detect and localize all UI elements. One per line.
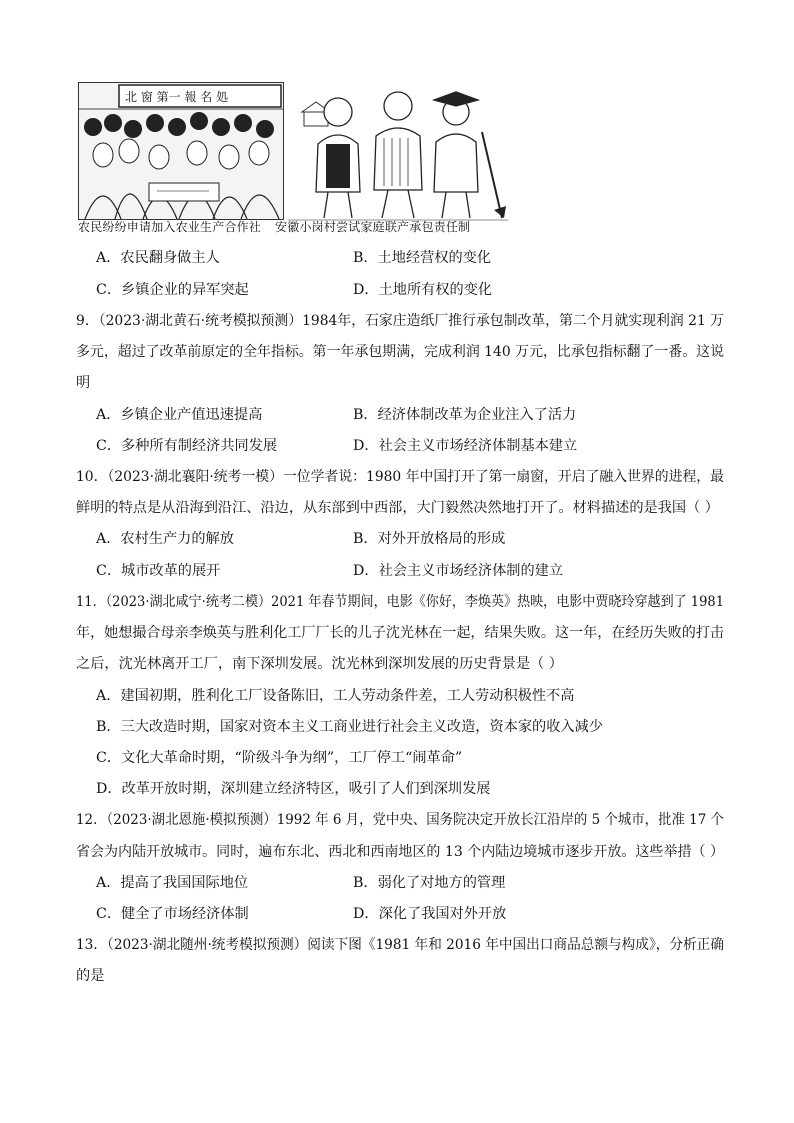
- q11-stem-line: 11．（2023·湖北咸宁·统考二模）2021 年春节期间，电影《你好，李焕英》热映，电影中贾晓玲穿越到了 1981: [76, 594, 725, 610]
- q12-option-c: C．健全了市场经济体制: [96, 906, 249, 922]
- cooperative-registration-illustration: [78, 82, 284, 220]
- banner-text: 北 窗 第一 報 名 処: [125, 90, 229, 104]
- caption-right: 安徽小岗村尝试家庭联产承包责任制: [275, 220, 471, 234]
- q9-option-a: A．乡镇企业产值迅速提高: [96, 407, 263, 423]
- q11-option-c: C．文化大革命时期，“阶级斗争为纲”，工厂停工“闹革命”: [96, 750, 463, 766]
- q10-option-c: C．城市改革的展开: [96, 563, 221, 579]
- caption-left: 农民纷纷申请加入农业生产合作社: [78, 220, 262, 234]
- q8-option-a: A．农民翻身做主人: [96, 250, 220, 266]
- q13-stem-line: 的是: [76, 968, 105, 984]
- q10-stem-line: 10．（2023·湖北襄阳·统考一模）一位学者说：1980 年中国打开了第一扇窗，开启了融入世界的进程，最: [76, 469, 724, 485]
- q11-stem-line: 年，她想撮合母亲李焕英与胜利化工厂厂长的儿子沈光林在一起，结果失败。这一年，在经历失败的打击: [76, 625, 725, 641]
- q12-option-d: D．深化了我国对外开放: [353, 906, 507, 922]
- figure-captions: [78, 218, 508, 235]
- q12-stem-line: 省会为内陆开放城市。同时，遍布东北、西北和西南地区的 13 个内陆边境城市逐步开放。这些举措（ ）: [76, 844, 724, 860]
- q9-stem-line: 多元，超过了改革前原定的全年指标。第一年承包期满，完成利润 140 万元，比承包指标翻了一番。这说: [76, 344, 725, 360]
- xiaogang-village-illustration: [288, 82, 508, 222]
- q12-option-b: B．弱化了对地方的管理: [353, 875, 506, 891]
- q9-stem-line: 9．（2023·湖北黄石·统考模拟预测）1984年，石家庄造纸厂推行承包制改革，第二个月就实现利润 21 万: [76, 313, 725, 329]
- q11-stem-line: 之后，沈光林离开工厂，南下深圳发展。沈光林到深圳发展的历史背景是（ ）: [76, 656, 563, 672]
- q9-option-c: C．多种所有制经济共同发展: [96, 438, 278, 454]
- q8-option-b: B．土地经营权的变化: [353, 250, 492, 266]
- q10-option-b: B．对外开放格局的形成: [353, 531, 506, 547]
- q10-stem-line: 鲜明的特点是从沿海到沿江、沿边，从东部到中西部，大门毅然决然地打开了。材料描述的是我国（ ）: [76, 500, 719, 516]
- q12-stem-line: 12．（2023·湖北恩施·模拟预测）1992 年 6 月，党中央、国务院决定开放长江沿岸的 5 个城市，批准 17 个: [76, 812, 724, 828]
- q11-option-b: B．三大改造时期，国家对资本主义工商业进行社会主义改造，资本家的收入减少: [96, 719, 603, 735]
- q9-option-d: D．社会主义市场经济体制基本建立: [353, 438, 578, 454]
- q13-stem-line: 13．（2023·湖北随州·统考模拟预测）阅读下图《1981 年和 2016 年中国出口商品总额与构成》，分析正确: [76, 937, 724, 953]
- q11-option-d: D．改革开放时期，深圳建立经济特区，吸引了人们到深圳发展: [96, 781, 491, 797]
- q9-option-b: B．经济体制改革为企业注入了活力: [353, 407, 577, 423]
- q12-option-a: A．提高了我国国际地位: [96, 875, 249, 891]
- q8-option-d: D．土地所有权的变化: [353, 282, 493, 298]
- q8-option-c: C．乡镇企业的异军突起: [96, 282, 249, 298]
- q9-stem-line: 明: [76, 375, 91, 391]
- q10-option-a: A．农村生产力的解放: [96, 531, 234, 547]
- q11-option-a: A．建国初期，胜利化工厂设备陈旧，工人劳动条件差，工人劳动积极性不高: [96, 688, 575, 704]
- q10-option-d: D．社会主义市场经济体制的建立: [353, 563, 564, 579]
- illustration-group: [78, 78, 508, 234]
